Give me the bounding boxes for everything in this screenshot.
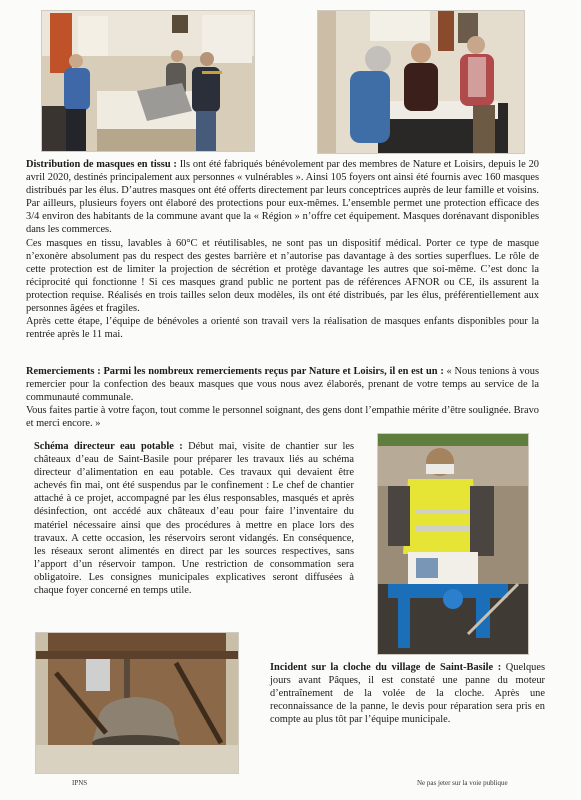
water-title: Schéma directeur eau potable : — [34, 441, 183, 452]
bell-paragraph — [270, 661, 545, 726]
photo-bell-image — [36, 633, 238, 773]
masks-paragraph-1 — [26, 158, 539, 237]
photo-volunteers-table-image — [42, 11, 254, 151]
thanks-text: « Nous tenions à vous remercier pour la confection des beaux masques que vous nous avez élaborés, prenant de votre temps au service de la communauté communale. — [26, 366, 539, 404]
photo-bell — [35, 632, 239, 774]
bell-text: Quelques jours avant Pâques, il est constaté une panne du moteur d’entraînement de la volée de la cloche. Après une reconnaissance de la panne, le devis pour réparation sera pris en compte au plus tôt par l’équipe municipale. — [270, 662, 545, 726]
water-paragraph — [34, 440, 354, 597]
bell-section — [270, 661, 545, 726]
masks-text: Ils ont été fabriqués bénévolement par des membres de Nature et Loisirs, depuis le 20 avril 2020, destinés principalement aux personnes « vulnérables ». Ainsi 105 foyers ont ainsi été fournis avec 160 masques distribués par les élus. D’autres masques ont été offerts directement par leurs conceptrices auprès de leur famille et voisins. Par ailleurs, plusieurs foyers ont élaboré des protections pour eux-mêmes. L’ensemble permet une protection efficace des 3/4 environ des habitants de la commune avant que la « Région » n’offre cet équipement. Masques dorénavant disponibles dans les commerces. — [26, 159, 539, 236]
footer-ipns: IPNS — [72, 779, 88, 787]
water-section — [34, 440, 354, 597]
photo-site-manager-image — [378, 434, 528, 654]
photo-site-manager — [377, 433, 529, 655]
thanks-paragraph-2: Vous faites partie à votre façon, tout comme le personnel soignant, des gens dont l’empathie mérite d’être soulignée. Bravo et merci encore. » — [26, 405, 539, 430]
photo-volunteers-table — [41, 10, 255, 152]
masks-paragraph-3: Après cette étape, l’équipe de bénévoles a orienté son travail vers la réalisation de masques enfants disponibles pour la rentrée après le 11 mai. — [26, 316, 539, 341]
thanks-section — [26, 365, 539, 430]
thanks-title: Remerciements : Parmi les nombreux remerciements reçus par Nature et Loisirs, il en est un : — [26, 366, 444, 377]
masks-section — [26, 158, 539, 341]
masks-title: Distribution de masques en tissu : — [26, 159, 177, 170]
water-text: Début mai, visite de chantier sur les châteaux d’eau de Saint-Basile pour préparer les travaux liés au schéma directeur d’alimentation en eau potable. Ces travaux qui devaient être achevés fin mai, ont été suspendus par le confinement : Le chef de chantier attaché à ce projet, accompagné par les élus responsables, masqués et après désinfection, ont accédé aux châteaux d’eau pour faire l’inventaire du matériel nécessaire ainsi que des procédures à mettre en place lors des travaux. A cette occasion, les réservoirs seront vidangés. En conséquence, les réseaux seront alimentés en direct par les sources respectives, sans l’apport d’un réservoir tampon. Une restriction de consommation sera obligatoire. Les consignes municipales explicatives seront diffusées à chaque foyer concerné en temps utile. — [34, 441, 354, 597]
photo-volunteers-cutting — [317, 10, 525, 154]
bell-title: Incident sur la cloche du village de Saint-Basile : — [270, 662, 502, 673]
masks-paragraph-2: Ces masques en tissu, lavables à 60°C et réutilisables, ne sont pas un dispositif médical. Porter ce type de masque n’exonère absolument pas du respect des gestes barrière et n’autorise pas davantage à des sorties superflues. Le rôle de cette protection est de limiter la projection de sécrétion et protège davantage les autres que soi-même. C’est donc la réciprocité qui fonctionne ! Si ces masques grand public ne portent pas de références AFNOR ou CE, ils assurent la protection requise. Réalisés en trois tailles selon deux modèles, ils ont été distribués, par les élus, préférentiellement aux personnes âgées et fragiles. — [26, 237, 539, 315]
footer-notice: Ne pas jeter sur la voie publique — [417, 779, 508, 787]
photo-volunteers-cutting-image — [318, 11, 524, 153]
thanks-paragraph-1 — [26, 365, 539, 404]
